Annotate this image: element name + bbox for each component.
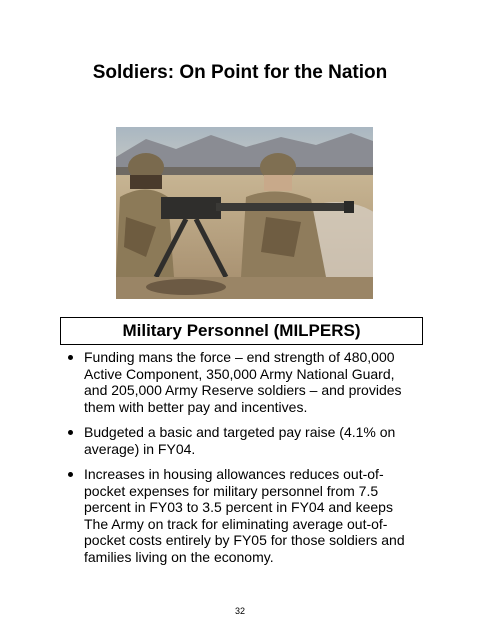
- bullet-icon: [68, 472, 73, 477]
- list-item-text: Increases in housing allowances reduces out-of-pocket expenses for military personnel from 7.5 percent in FY03 to 3.5 percent in FY04 and keeps The Army on track for eliminating average out-of-pocket costs entirely by FY05 for those soldiers and families living on the economy.: [84, 466, 405, 565]
- page-title: Soldiers: On Point for the Nation: [92, 62, 388, 83]
- list-item-text: Budgeted a basic and targeted pay raise (4.1% on average) in FY04.: [84, 424, 396, 457]
- list-item: [68, 466, 418, 565]
- bullet-icon: [68, 355, 73, 360]
- list-item: [68, 424, 418, 457]
- page-number: 32: [234, 606, 245, 616]
- bullet-icon: [68, 430, 73, 435]
- soldiers-photo: [116, 127, 373, 299]
- bullet-list: [68, 349, 418, 574]
- section-title: Military Personnel (MILPERS): [122, 321, 361, 340]
- section-header-box: [60, 317, 423, 345]
- list-item: [68, 349, 418, 415]
- list-item-text: Funding mans the force – end strength of 480,000 Active Component, 350,000 Army National Guard, and 205,000 Army Reserve soldiers – and provides them with better pay and incentives.: [84, 349, 402, 415]
